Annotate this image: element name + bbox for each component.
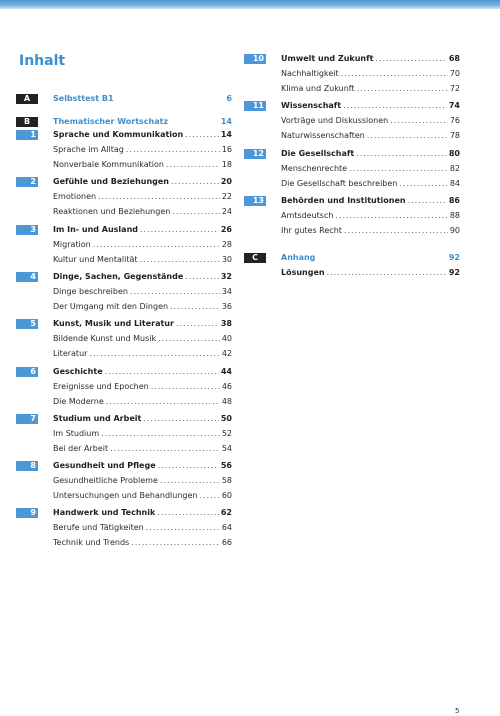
dot-leader xyxy=(89,347,219,360)
chapter-badge: 2 xyxy=(16,177,38,187)
toc-entry-page: 16 xyxy=(221,145,232,154)
dot-leader xyxy=(130,285,220,298)
dot-leader xyxy=(185,270,219,283)
toc-entry[interactable] xyxy=(53,317,232,330)
toc-entry-page: 68 xyxy=(448,54,460,63)
toc-entry-page: 64 xyxy=(221,523,232,532)
dot-leader xyxy=(160,474,220,487)
dot-leader xyxy=(151,380,220,393)
toc-entry-page: 72 xyxy=(449,84,460,93)
dot-leader xyxy=(172,205,220,218)
toc-entry-page: 38 xyxy=(220,319,232,328)
toc-entry-page: 14 xyxy=(220,117,232,126)
page-title: Inhalt xyxy=(19,53,66,69)
toc-entry-title: Lösungen xyxy=(281,268,325,277)
toc-entry[interactable] xyxy=(53,143,232,156)
toc-entry[interactable] xyxy=(53,205,232,218)
toc-entry-title: Technik und Trends xyxy=(53,538,130,547)
toc-entry[interactable] xyxy=(53,365,232,378)
toc-entry[interactable] xyxy=(53,332,232,345)
toc-entry-page: 40 xyxy=(221,334,232,343)
toc-entry-page: 92 xyxy=(448,268,460,277)
toc-entry-page: 50 xyxy=(220,414,232,423)
toc-entry[interactable] xyxy=(281,251,460,264)
toc-entry-title: Gefühle und Beziehungen xyxy=(53,177,169,186)
toc-entry[interactable] xyxy=(53,489,232,502)
toc-entry[interactable] xyxy=(53,223,232,236)
dot-leader xyxy=(105,365,219,378)
toc-entry-title: Berufe und Tätigkeiten xyxy=(53,523,144,532)
toc-entry[interactable] xyxy=(281,52,460,65)
chapter-badge: 11 xyxy=(244,101,266,111)
dot-leader xyxy=(140,253,220,266)
dot-leader xyxy=(335,209,447,222)
dot-leader xyxy=(185,128,219,141)
chapter-badge: B xyxy=(16,117,38,127)
toc-entry-title: Gesundheitliche Probleme xyxy=(53,476,158,485)
dot-leader xyxy=(327,266,447,279)
toc-entry[interactable] xyxy=(53,285,232,298)
toc-entry-title: Selbsttest B1 xyxy=(53,94,114,103)
dot-leader xyxy=(341,67,448,80)
toc-entry-page: 82 xyxy=(449,164,460,173)
toc-entry-title: Kultur und Mentalität xyxy=(53,255,138,264)
toc-entry[interactable] xyxy=(281,177,460,190)
toc-entry-title: Ereignisse und Epochen xyxy=(53,382,149,391)
toc-entry-page: 32 xyxy=(220,272,232,281)
dot-leader xyxy=(126,143,220,156)
dot-leader xyxy=(98,190,220,203)
dot-leader xyxy=(166,158,220,171)
toc-entry-title: Im In- und Ausland xyxy=(53,225,138,234)
toc-entry-page: 6 xyxy=(226,94,232,103)
toc-entry-page: 84 xyxy=(449,179,460,188)
toc-entry-title: Klima und Zukunft xyxy=(281,84,355,93)
toc-entry-title: Anhang xyxy=(281,253,316,262)
toc-entry-title: Die Gesellschaft xyxy=(281,149,355,158)
toc-entry[interactable] xyxy=(53,92,232,105)
dot-leader xyxy=(131,536,220,549)
toc-entry[interactable] xyxy=(281,67,460,80)
toc-entry[interactable] xyxy=(53,427,232,440)
toc-entry-page: 52 xyxy=(221,429,232,438)
toc-entry[interactable] xyxy=(281,147,460,160)
toc-entry[interactable] xyxy=(53,536,232,549)
toc-entry[interactable] xyxy=(53,380,232,393)
toc-entry-page: 22 xyxy=(221,192,232,201)
chapter-badge: 1 xyxy=(16,130,38,140)
dot-leader xyxy=(146,521,220,534)
toc-entry-page: 80 xyxy=(448,149,460,158)
toc-entry-title: Reaktionen und Beziehungen xyxy=(53,207,171,216)
dot-leader xyxy=(140,223,219,236)
chapter-badge: 9 xyxy=(16,508,38,518)
toc-entry-title: Emotionen xyxy=(53,192,97,201)
toc-entry-page: 26 xyxy=(220,225,232,234)
toc-entry-title: Bei der Arbeit xyxy=(53,444,109,453)
toc-entry-title: Handwerk und Technik xyxy=(53,508,156,517)
dot-leader xyxy=(171,175,219,188)
toc-entry-title: Migration xyxy=(53,240,91,249)
dot-leader xyxy=(143,412,219,425)
toc-entry-page: 46 xyxy=(221,382,232,391)
toc-entry-page: 48 xyxy=(221,397,232,406)
toc-entry[interactable] xyxy=(53,115,232,128)
toc-entry-page: 74 xyxy=(448,101,460,110)
toc-entry[interactable] xyxy=(53,521,232,534)
dot-leader xyxy=(158,459,219,472)
toc-entry-page: 28 xyxy=(221,240,232,249)
toc-entry-title: Umwelt und Zukunft xyxy=(281,54,374,63)
toc-entry-page: 88 xyxy=(449,211,460,220)
toc-entry-title: Dinge, Sachen, Gegenstände xyxy=(53,272,184,281)
toc-entry-page: 14 xyxy=(220,130,232,139)
dot-leader xyxy=(176,317,219,330)
toc-entry[interactable] xyxy=(281,224,460,237)
toc-entry-title: Nachhaltigkeit xyxy=(281,69,339,78)
dot-leader xyxy=(399,177,447,190)
toc-entry[interactable] xyxy=(53,474,232,487)
toc-entry-title: Nonverbale Kommunikation xyxy=(53,160,164,169)
toc-entry-title: Studium und Arbeit xyxy=(53,414,142,423)
toc-entry[interactable] xyxy=(281,162,460,175)
dot-leader xyxy=(170,300,220,313)
chapter-badge: 3 xyxy=(16,225,38,235)
chapter-badge: 13 xyxy=(244,196,266,206)
toc-entry[interactable] xyxy=(281,266,460,279)
toc-entry[interactable] xyxy=(53,238,232,251)
toc-entry[interactable] xyxy=(281,99,460,112)
toc-entry-title: Die Gesellschaft beschreiben xyxy=(281,179,398,188)
chapter-badge: 7 xyxy=(16,414,38,424)
toc-entry-page: 42 xyxy=(221,349,232,358)
dot-leader xyxy=(357,82,448,95)
dot-leader xyxy=(158,332,220,345)
dot-leader xyxy=(101,427,220,440)
dot-leader xyxy=(157,506,219,519)
toc-entry[interactable] xyxy=(53,175,232,188)
toc-entry[interactable] xyxy=(281,114,460,127)
dot-leader xyxy=(199,489,219,502)
toc-entry-page: 58 xyxy=(221,476,232,485)
chapter-badge: 12 xyxy=(244,149,266,159)
toc-entry[interactable] xyxy=(53,158,232,171)
dot-leader xyxy=(375,52,446,65)
toc-entry[interactable] xyxy=(281,209,460,222)
toc-entry-page: 78 xyxy=(449,131,460,140)
dot-leader xyxy=(408,194,447,207)
toc-entry-page: 54 xyxy=(221,444,232,453)
toc-entry-page: 30 xyxy=(221,255,232,264)
toc-entry[interactable] xyxy=(53,442,232,455)
chapter-badge: 4 xyxy=(16,272,38,282)
toc-entry-title: Der Umgang mit den Dingen xyxy=(53,302,169,311)
toc-entry-page: 60 xyxy=(221,491,232,500)
dot-leader xyxy=(344,224,448,237)
toc-entry-page: 90 xyxy=(449,226,460,235)
toc-entry-page: 70 xyxy=(449,69,460,78)
toc-entry-page: 92 xyxy=(448,253,460,262)
toc-entry-page: 36 xyxy=(221,302,232,311)
toc-entry[interactable] xyxy=(53,459,232,472)
toc-entry[interactable] xyxy=(53,270,232,283)
toc-entry-page: 44 xyxy=(220,367,232,376)
toc-entry-page: 24 xyxy=(221,207,232,216)
toc-entry-title: Gesundheit und Pflege xyxy=(53,461,156,470)
toc-entry[interactable] xyxy=(53,128,232,141)
dot-leader xyxy=(93,238,220,251)
chapter-badge: 8 xyxy=(16,461,38,471)
toc-entry-title: Ihr gutes Recht xyxy=(281,226,342,235)
toc-entry[interactable] xyxy=(53,253,232,266)
toc-entry-page: 20 xyxy=(220,177,232,186)
dot-leader xyxy=(349,162,448,175)
toc-entry-title: Bildende Kunst und Musik xyxy=(53,334,157,343)
toc-entry-title: Literatur xyxy=(53,349,88,358)
toc-entry-title: Dinge beschreiben xyxy=(53,287,128,296)
toc-entry-title: Die Moderne xyxy=(53,397,104,406)
dot-leader xyxy=(106,395,220,408)
chapter-badge: 10 xyxy=(244,54,266,64)
toc-entry[interactable] xyxy=(53,190,232,203)
chapter-badge: 6 xyxy=(16,367,38,377)
dot-leader xyxy=(356,147,447,160)
toc-entry-title: Sprache und Kommunikation xyxy=(53,130,184,139)
chapter-badge: 5 xyxy=(16,319,38,329)
toc-entry-title: Kunst, Musik und Literatur xyxy=(53,319,174,328)
toc-entry-title: Wissenschaft xyxy=(281,101,342,110)
top-color-bar xyxy=(0,0,500,9)
toc-entry[interactable] xyxy=(281,82,460,95)
toc-entry-title: Im Studium xyxy=(53,429,100,438)
toc-entry[interactable] xyxy=(53,300,232,313)
toc-entry[interactable] xyxy=(53,347,232,360)
toc-entry-title: Behörden und Institutionen xyxy=(281,196,406,205)
toc-entry[interactable] xyxy=(281,194,460,207)
dot-leader xyxy=(390,114,448,127)
toc-entry[interactable] xyxy=(53,506,232,519)
chapter-badge: A xyxy=(16,94,38,104)
dot-leader xyxy=(343,99,447,112)
toc-entry-page: 76 xyxy=(449,116,460,125)
toc-entry-title: Naturwissenschaften xyxy=(281,131,365,140)
toc-entry-page: 18 xyxy=(221,160,232,169)
toc-entry-title: Sprache im Alltag xyxy=(53,145,124,154)
toc-entry[interactable] xyxy=(53,395,232,408)
toc-entry-page: 62 xyxy=(220,508,232,517)
chapter-badge: C xyxy=(244,253,266,263)
dot-leader xyxy=(110,442,220,455)
toc-entry-title: Untersuchungen und Behandlungen xyxy=(53,491,198,500)
toc-entry-title: Thematischer Wortschatz xyxy=(53,117,169,126)
toc-entry-title: Amtsdeutsch xyxy=(281,211,334,220)
toc-entry-page: 34 xyxy=(221,287,232,296)
toc-entry[interactable] xyxy=(53,412,232,425)
toc-entry-page: 86 xyxy=(448,196,460,205)
page-number: 5 xyxy=(455,707,460,715)
toc-entry-title: Vorträge und Diskussionen xyxy=(281,116,389,125)
toc-entry-title: Menschenrechte xyxy=(281,164,348,173)
toc-entry-page: 66 xyxy=(221,538,232,547)
toc-entry[interactable] xyxy=(281,129,460,142)
dot-leader xyxy=(367,129,448,142)
toc-entry-title: Geschichte xyxy=(53,367,103,376)
toc-entry-page: 56 xyxy=(220,461,232,470)
